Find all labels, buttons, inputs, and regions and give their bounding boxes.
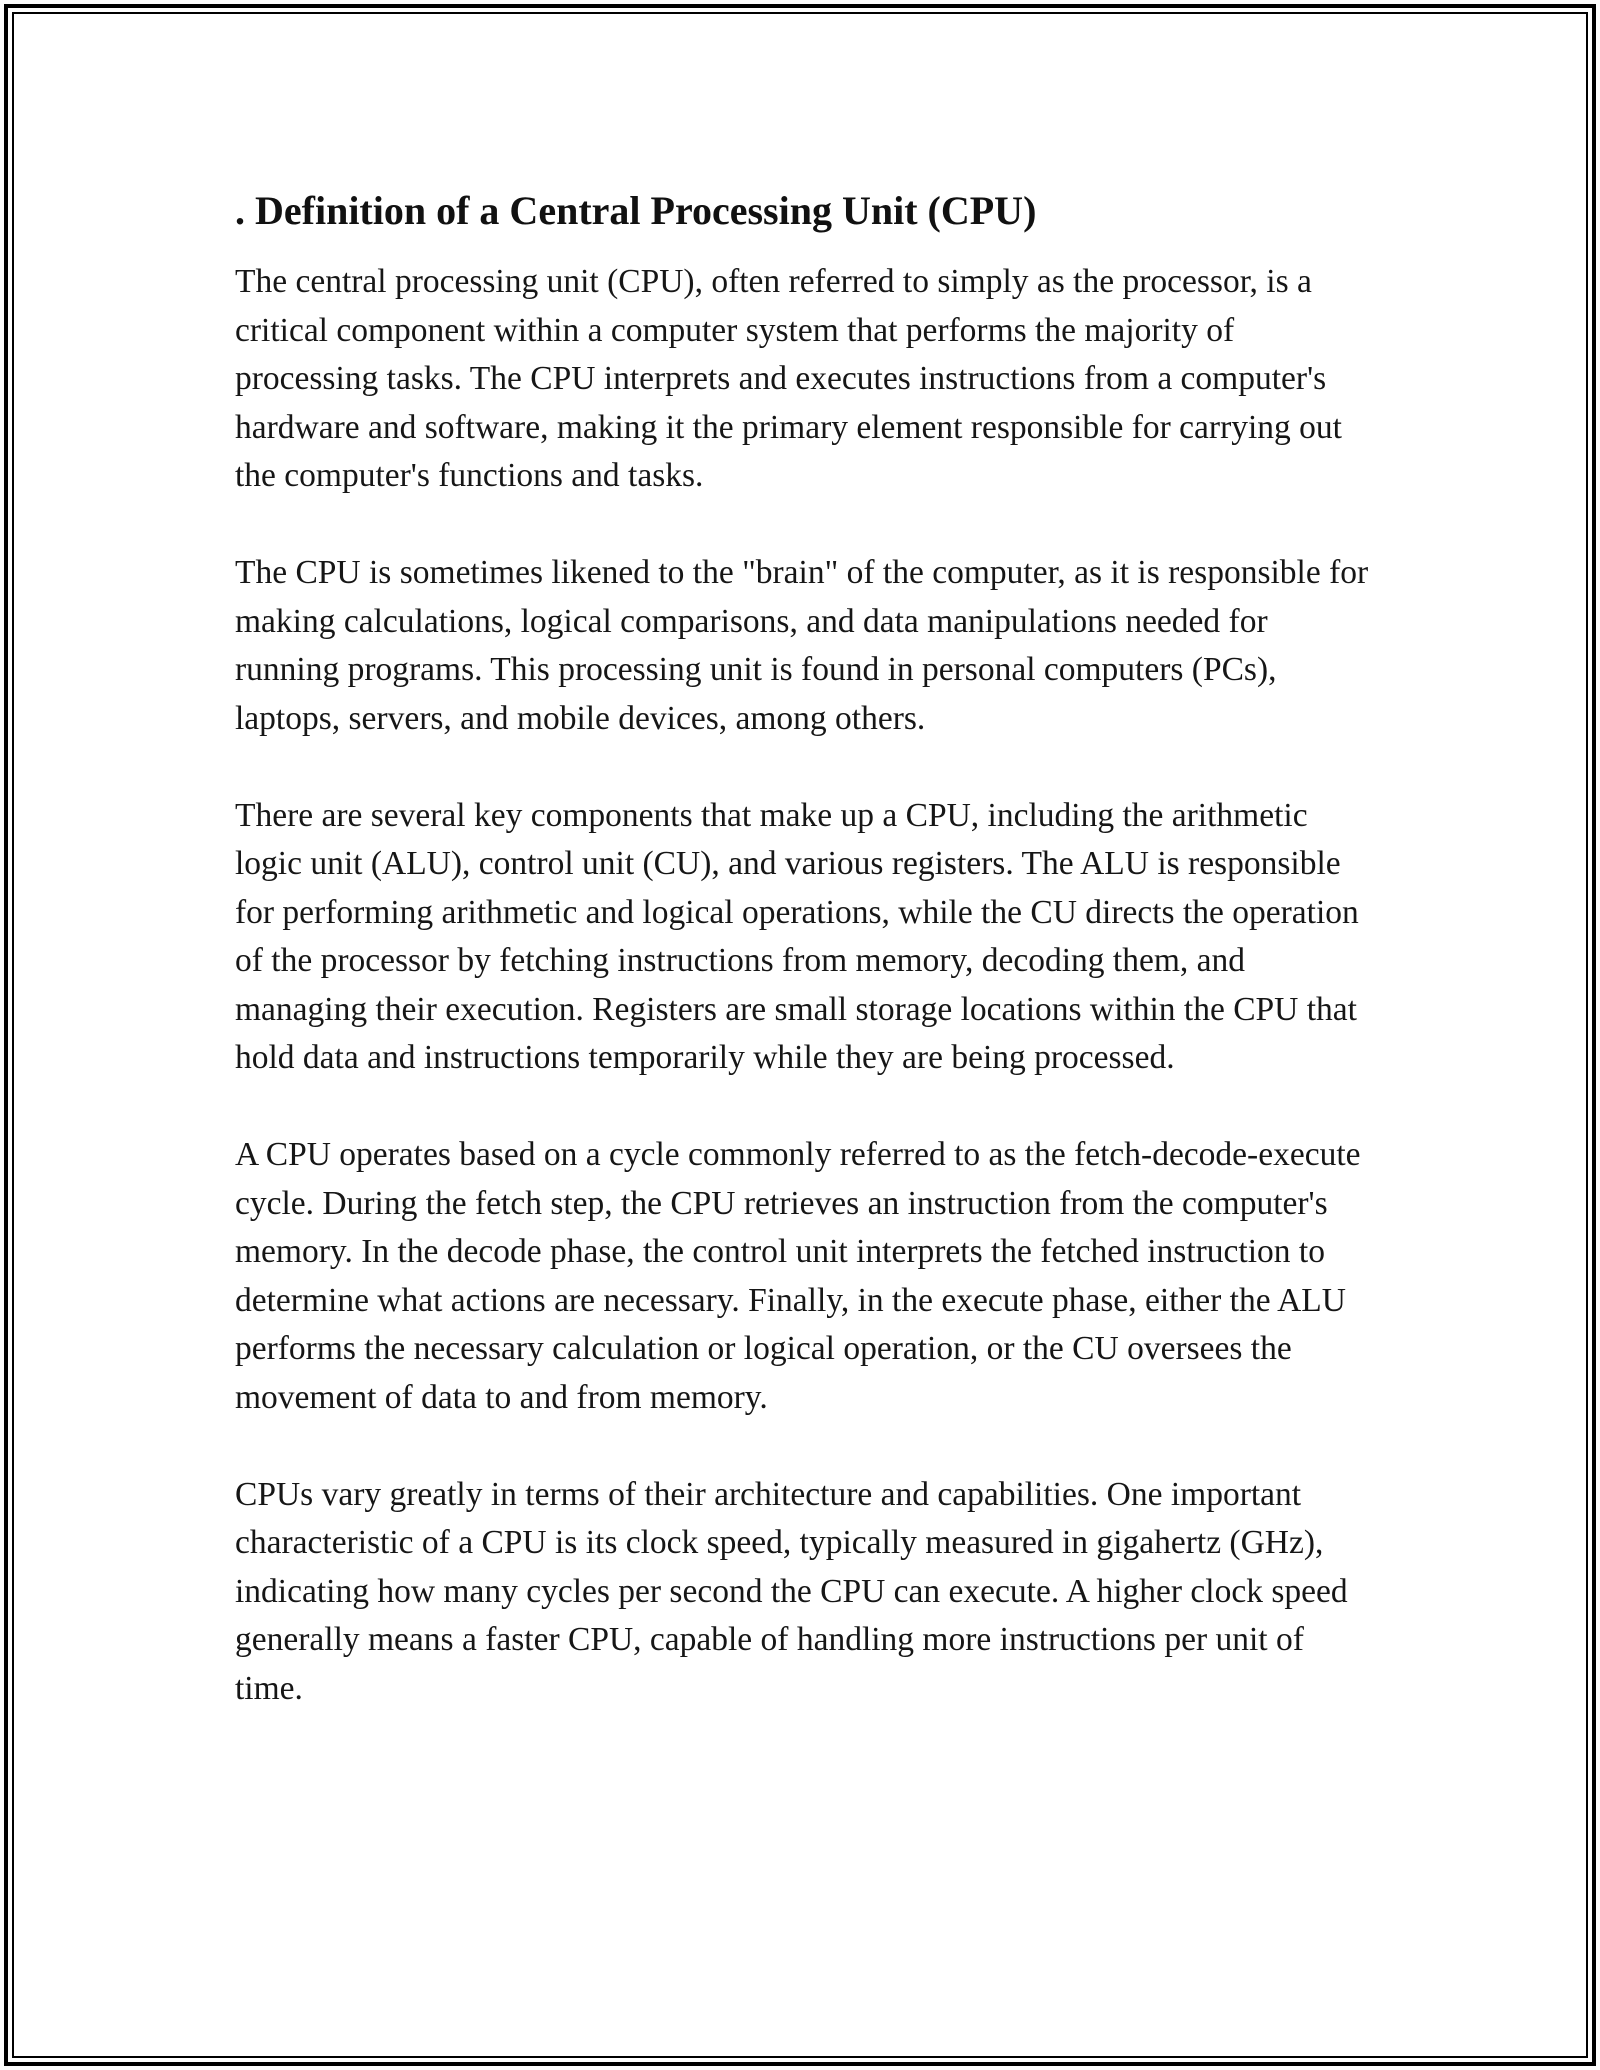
paragraph-cpu-components: There are several key components that make up a CPU, including the arithmetic logic unit (ALU), control unit (CU), and various registers. The ALU is responsible for performing arithmetic and logical operations, while the CU directs the operation of the processor by fetching instructions from memory, decoding them, and managing their execution. Registers are small storage locations within the CPU that hold data and instructions temporarily while they are being processed. <box>235 796 1359 1076</box>
paragraph-cpu-brain: The CPU is sometimes likened to the "brain" of the computer, as it is responsible for making calculations, logical comparisons, and data manipulations needed for running programs. This processing unit is found in personal computers (PCs), laptops, servers, and mobile devices, among others. <box>235 554 1369 737</box>
paragraph-clock-speed: CPUs vary greatly in terms of their architecture and capabilities. One important characteristic of a CPU is its clock speed, typically measured in gigahertz (GHz), indicating how many cycles per second the CPU can execute. A higher clock speed generally means a faster CPU, capable of handling more instructions per unit of time. <box>235 1475 1348 1707</box>
section-heading: . Definition of a Central Processing Unit (CPU) <box>235 188 1037 233</box>
paragraph-fetch-decode-execute: A CPU operates based on a cycle commonly referred to as the fetch-decode-execute cycle. During the fetch step, the CPU retrieves an instruction from the computer's memory. In the decode phase, the control unit interprets the fetched instruction to determine what actions are necessary. Finally, in the execute phase, either the ALU performs the necessary calculation or logical operation, or the CU oversees the movement of data to and from memory. <box>235 1136 1361 1416</box>
paragraph-cpu-definition: The central processing unit (CPU), often referred to simply as the processor, is a critical component within a computer system that performs the majority of processing tasks. The CPU interprets and executes instructions from a computer's hardware and software, making it the primary element responsible for carrying out the computer's functions and tasks. <box>235 263 1342 494</box>
document-body <box>235 186 1375 1762</box>
